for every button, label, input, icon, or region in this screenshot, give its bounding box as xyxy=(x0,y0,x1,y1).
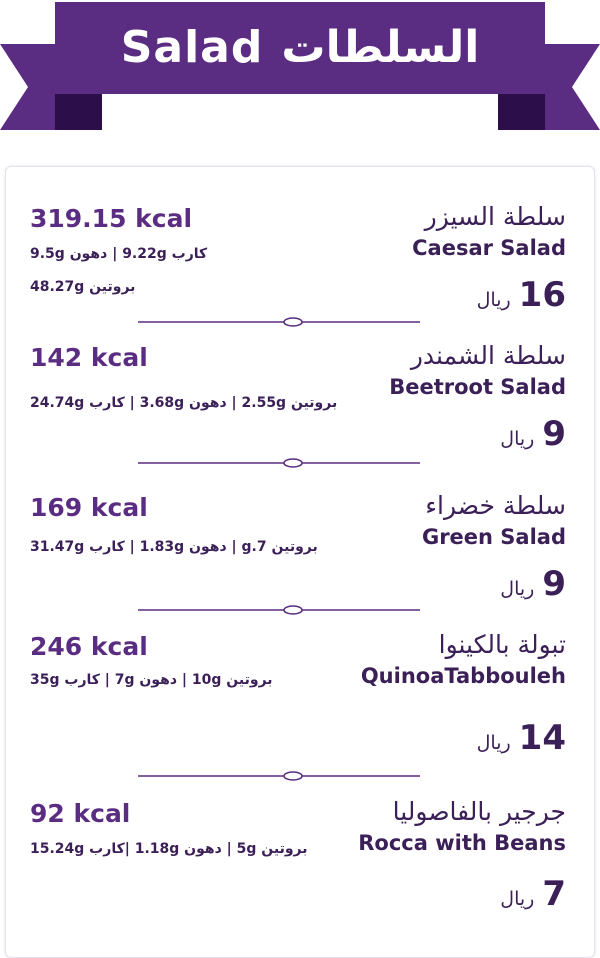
title-arabic: السلطات xyxy=(281,21,480,73)
item-nutrition: بروتين 48.27g xyxy=(30,279,136,295)
item-currency: ريال xyxy=(500,428,535,450)
item-price-value: 14 xyxy=(518,718,566,758)
item-price-value: 16 xyxy=(518,275,566,315)
item-currency: ريال xyxy=(500,888,535,910)
item-name-english: QuinoaTabbouleh xyxy=(360,664,566,688)
item-calories: 246 kcal xyxy=(30,632,148,661)
header-banner xyxy=(0,0,600,140)
item-currency: ريال xyxy=(476,732,511,754)
item-nutrition: بروتين 7.g | دهون 1.83g | كارب 31.47g xyxy=(30,539,318,555)
page-title xyxy=(55,6,545,88)
item-price xyxy=(477,718,566,758)
item-divider xyxy=(138,457,420,469)
item-name-arabic: تبولة بالكينوا xyxy=(438,630,566,659)
item-divider xyxy=(138,316,420,328)
item-price-value: 9 xyxy=(542,414,566,454)
item-nutrition: بروتين 10g | دهون 7g | كارب 35g xyxy=(30,672,273,688)
item-calories: 169 kcal xyxy=(30,493,148,522)
item-currency: ريال xyxy=(500,578,535,600)
item-calories: 142 kcal xyxy=(30,343,148,372)
item-name-arabic: سلطة السيزر xyxy=(424,202,566,231)
item-calories: 92 kcal xyxy=(30,799,131,828)
item-name-english: Green Salad xyxy=(421,525,566,549)
item-name-english: Beetroot Salad xyxy=(389,375,566,399)
item-nutrition: بروتين 5g | دهون 1.18g |كارب 15.24g xyxy=(30,841,308,857)
item-price xyxy=(500,874,566,914)
item-price xyxy=(477,275,566,315)
item-divider xyxy=(138,604,420,616)
item-calories: 319.15 kcal xyxy=(30,204,193,233)
item-nutrition: كارب 9.22g | دهون 9.5g xyxy=(30,246,208,262)
item-nutrition: بروتين 2.55g | دهون 3.68g | كارب 24.74g xyxy=(30,395,338,411)
item-name-english: Rocca with Beans xyxy=(358,831,566,855)
item-name-arabic: سلطة خضراء xyxy=(425,491,566,520)
title-english: Salad xyxy=(120,21,264,73)
item-name-arabic: جرجير بالفاصوليا xyxy=(392,797,566,826)
item-name-english: Caesar Salad xyxy=(412,236,566,260)
item-divider xyxy=(138,770,420,782)
item-price xyxy=(500,414,566,454)
item-currency: ريال xyxy=(476,289,511,311)
item-price-value: 7 xyxy=(542,874,566,914)
item-name-arabic: سلطة الشمندر xyxy=(410,341,566,370)
item-price-value: 9 xyxy=(542,564,566,604)
item-price xyxy=(500,564,566,604)
